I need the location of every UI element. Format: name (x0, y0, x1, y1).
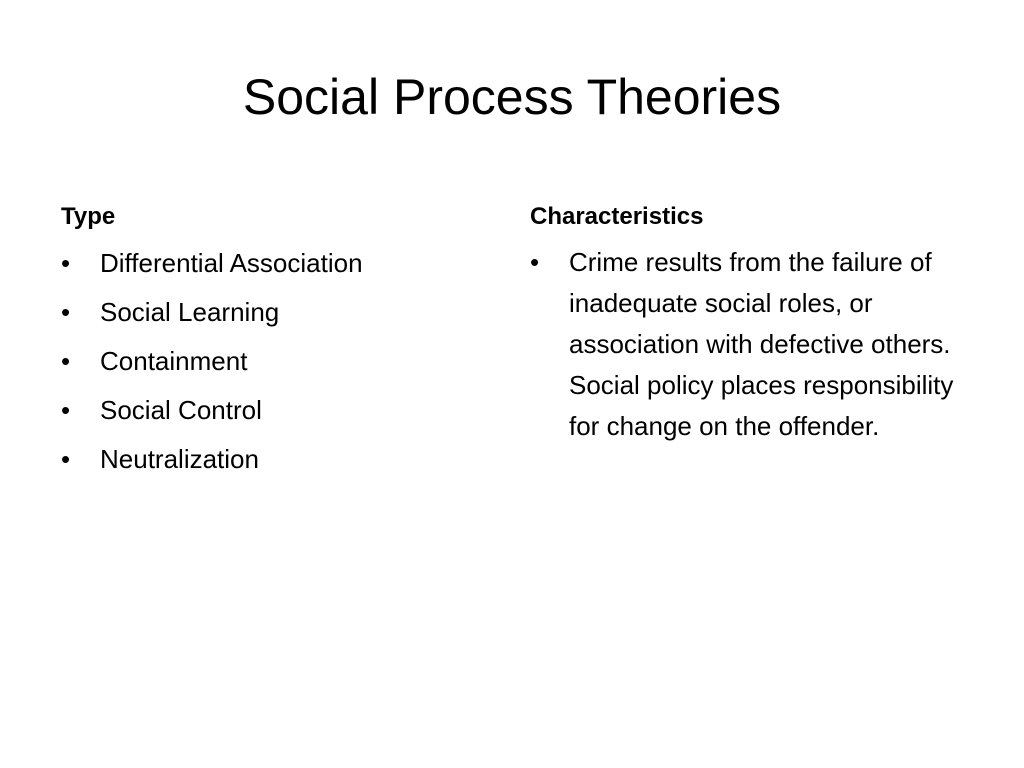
list-item-text: Containment (100, 346, 248, 376)
list-item (61, 246, 491, 280)
type-heading: Type (61, 203, 116, 230)
bullet-icon: • (61, 395, 71, 425)
list-item-text: Social Learning (100, 297, 280, 327)
list-item-text: Social Control (100, 395, 262, 425)
list-item (61, 393, 491, 427)
list-item-text: Differential Association (100, 248, 363, 278)
bullet-icon: • (61, 444, 71, 474)
list-item (530, 242, 970, 447)
characteristics-column (530, 200, 970, 447)
list-item (61, 295, 491, 329)
slide-title: Social Process Theories (242, 69, 782, 125)
characteristics-list (530, 242, 970, 447)
bullet-icon: • (61, 297, 71, 327)
characteristics-heading: Characteristics (530, 203, 704, 230)
list-item (61, 442, 491, 476)
bullet-icon: • (530, 247, 540, 277)
list-item (61, 344, 491, 378)
type-column (61, 200, 491, 491)
bullet-icon: • (61, 346, 71, 376)
list-item-text: Crime results from the failure of inadequate social roles, or association with defective others. Social policy places responsibility for change on the offender. (569, 247, 954, 441)
list-item-text: Neutralization (100, 444, 259, 474)
type-list (61, 246, 491, 476)
bullet-icon: • (61, 248, 71, 278)
